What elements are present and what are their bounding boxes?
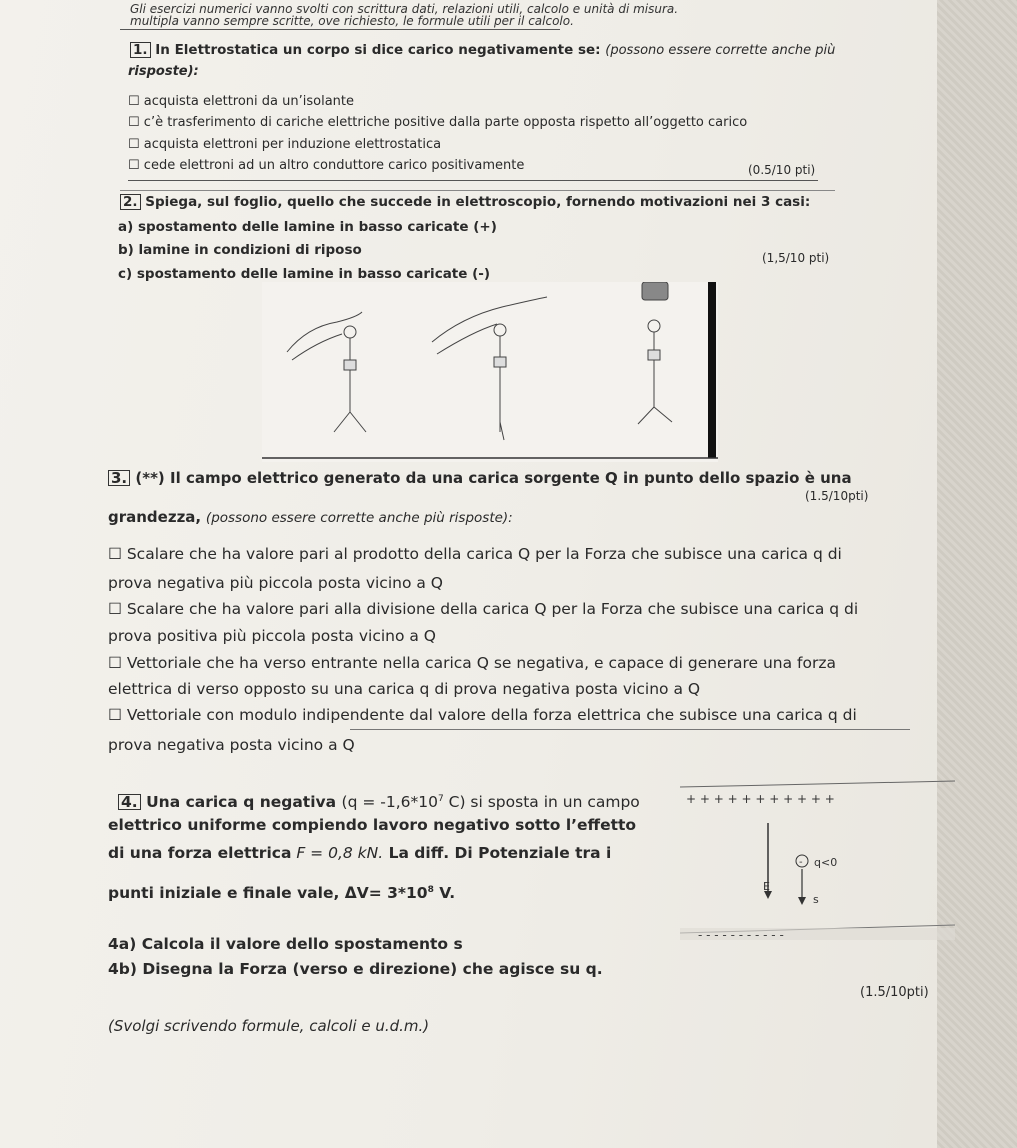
q3-text: (**) Il campo elettrico generato da una carica sorgente Q in punto dello spazio è una bbox=[135, 469, 852, 487]
q4-line-3 bbox=[108, 844, 611, 862]
q1-option-3-label: acquista elettroni per induzione elettrostatica bbox=[143, 137, 442, 152]
q1-option-1-label: acquista elettroni da un’isolante bbox=[143, 94, 354, 109]
q4-part-a: 4a) Calcola il valore dello spostamento s bbox=[108, 935, 463, 953]
q4-charge-end: C) si sposta in un campo bbox=[443, 793, 640, 811]
q2-number: 2. bbox=[120, 194, 141, 210]
q3-title bbox=[108, 469, 852, 487]
field-diagram bbox=[670, 775, 960, 960]
q2-case-c: c) spostamento delle lamine in basso caricate (-) bbox=[118, 266, 491, 282]
q4-line-1 bbox=[118, 793, 640, 811]
q2-points: (1,5/10 pti) bbox=[762, 251, 830, 265]
q1-option-2-label: c’è trasferimento di cariche elettriche positive dalla parte opposta rispetto all’oggetto carico bbox=[143, 115, 748, 130]
q4-charge-exponent: 7 bbox=[437, 793, 444, 804]
q4-part-b: 4b) Disegna la Forza (verso e direzione) che agisce su q. bbox=[108, 960, 603, 978]
q4-line-3-text: di una forza elettrica bbox=[108, 844, 292, 862]
q3-points: (1.5/10pti) bbox=[805, 489, 869, 503]
displacement-arrow-head bbox=[798, 897, 806, 905]
q4-line-2: elettrico uniforme compiendo lavoro negativo sotto l’effetto bbox=[108, 816, 637, 834]
figure-background bbox=[262, 282, 718, 462]
q4-dv-end: V. bbox=[433, 884, 456, 902]
q3-number: 3. bbox=[108, 470, 130, 486]
q1-option-1[interactable] bbox=[128, 94, 354, 109]
q1-note-2: risposte): bbox=[128, 64, 199, 79]
header-line-1: Gli esercizi numerici vanno svolti con scrittura dati, relazioni utili, calcolo e unità di misura. bbox=[130, 2, 679, 16]
q3-option-2-line-1: Scalare che ha valore pari alla divisione della carica Q per la Forza che subisce una carica q di bbox=[126, 600, 859, 618]
q2-text: Spiega, sul foglio, quello che succede in elettroscopio, fornendo motivazioni nei 3 casi: bbox=[145, 194, 811, 210]
q1-option-3[interactable] bbox=[128, 137, 441, 152]
q3-option-2-line-2: prova positiva più piccola posta vicino a Q bbox=[108, 627, 437, 645]
checkbox-icon: ☐ bbox=[128, 115, 140, 130]
figure-corner-badge bbox=[642, 282, 668, 300]
checkbox-icon: ☐ bbox=[108, 600, 122, 618]
q3-option-1[interactable] bbox=[108, 545, 842, 563]
q1-option-4[interactable] bbox=[128, 158, 524, 173]
background-fabric bbox=[937, 0, 1017, 1148]
q2-title bbox=[120, 194, 810, 210]
q2-case-b: b) lamine in condizioni di riposo bbox=[118, 242, 362, 258]
header-line-2: multipla vanno sempre scritte, ove richiesto, le formule utili per il calcolo. bbox=[130, 14, 574, 28]
q3-option-4-line-2: prova negativa posta vicino a Q bbox=[108, 736, 355, 754]
q4-number: 4. bbox=[118, 794, 141, 810]
checkbox-icon: ☐ bbox=[108, 545, 122, 563]
q3-option-3[interactable] bbox=[108, 654, 836, 672]
checkbox-icon: ☐ bbox=[128, 158, 140, 173]
q4-footer: (Svolgi scrivendo formule, calcoli e u.d.m.) bbox=[108, 1017, 430, 1035]
plus-row: + + + + + + + + + + + bbox=[686, 792, 835, 806]
checkbox-icon: ☐ bbox=[108, 706, 122, 724]
checkbox-icon: ☐ bbox=[128, 137, 140, 152]
q1-rule-short bbox=[128, 180, 818, 181]
q1-note: (possono essere corrette anche più bbox=[605, 43, 836, 58]
q1-points: (0.5/10 pti) bbox=[748, 163, 816, 177]
q-label: q<0 bbox=[814, 856, 838, 869]
q3-option-1-line-2: prova negativa più piccola posta vicino a Q bbox=[108, 574, 443, 592]
q1-option-2[interactable] bbox=[128, 115, 747, 130]
q3-text-2: grandezza, bbox=[108, 508, 202, 526]
q3-option-1-line-1: Scalare che ha valore pari al prodotto della carica Q per la Forza che subisce una carica q di bbox=[126, 545, 842, 563]
s-label: s bbox=[813, 893, 819, 906]
q4-charge bbox=[342, 793, 640, 811]
q4-line-4-text: punti iniziale e finale vale, bbox=[108, 884, 340, 902]
q1-option-4-label: cede elettroni ad un altro conduttore carico positivamente bbox=[143, 158, 525, 173]
minus-row: - - - - - - - - - - - bbox=[698, 928, 784, 942]
q3-option-2[interactable] bbox=[108, 600, 858, 618]
section-divider-2 bbox=[350, 729, 910, 730]
checkbox-icon: ☐ bbox=[128, 94, 140, 109]
charge-minus: - bbox=[799, 857, 803, 868]
header-rule bbox=[120, 29, 560, 30]
q3-option-4-line-1: Vettoriale con modulo indipendente dal valore della forza elettrica che subisce una carica q di bbox=[126, 706, 857, 724]
q1-text: In Elettrostatica un corpo si dice carico negativamente se: bbox=[155, 42, 601, 58]
q4-force: F = 0,8 kN. bbox=[291, 844, 384, 862]
electroscope-b-cap bbox=[494, 357, 506, 367]
q1-title bbox=[130, 42, 835, 58]
figure-border-right bbox=[708, 282, 716, 458]
q1-number: 1. bbox=[130, 42, 151, 58]
q4-dv: ΔV= 3*10 bbox=[339, 884, 428, 902]
e-label: E bbox=[763, 880, 770, 893]
q4-line-1-text: Una carica q negativa bbox=[146, 793, 337, 811]
top-plate bbox=[680, 781, 955, 787]
q3-option-4[interactable] bbox=[108, 706, 857, 724]
electroscope-figure bbox=[262, 282, 718, 462]
q3-note: (possono essere corrette anche più risposte): bbox=[205, 510, 513, 526]
q4-line-4 bbox=[108, 884, 455, 902]
q3-option-3-line-2: elettrica di verso opposto su una carica q di prova negativa posta vicino a Q bbox=[108, 680, 701, 698]
q4-points: (1.5/10pti) bbox=[860, 985, 929, 1000]
q4-charge-base: (q = -1,6*10 bbox=[341, 793, 438, 811]
q4-line-3-end: La diff. Di Potenziale tra i bbox=[383, 844, 612, 862]
electroscope-c-cap bbox=[648, 350, 660, 360]
q2-case-a: a) spostamento delle lamine in basso caricate (+) bbox=[118, 219, 497, 235]
q3-option-3-line-1: Vettoriale che ha verso entrante nella carica Q se negativa, e capace di generare una forza bbox=[126, 654, 836, 672]
section-divider-1 bbox=[120, 190, 835, 191]
q4-dv-exponent: 8 bbox=[427, 884, 434, 895]
q3-title-2 bbox=[108, 508, 513, 526]
electroscope-a-cap bbox=[344, 360, 356, 370]
checkbox-icon: ☐ bbox=[108, 654, 122, 672]
